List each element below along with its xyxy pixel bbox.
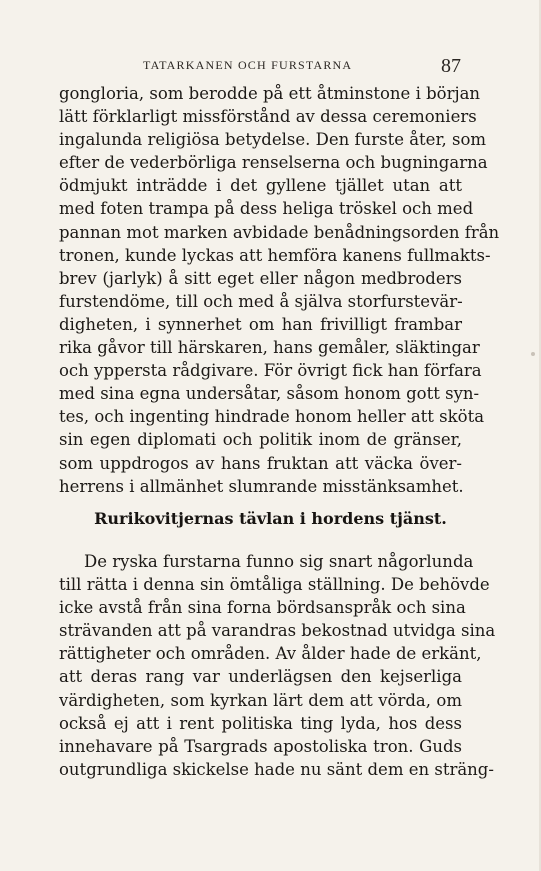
text-line: sin egen diplomati och politik inom de gränser, [59, 430, 462, 450]
text-line: rika gåvor till härskaren, hans gemåler, släktingar [59, 338, 480, 358]
text-line: outgrundliga skickelse hade nu sänt dem en sträng- [59, 759, 494, 779]
text-line: till rätta i denna sin ömtåliga ställning. De behövde [59, 575, 490, 595]
text-line: efter de vederbörliga renselserna och bugningarna [59, 153, 488, 173]
text-line: ingalunda religiösa betydelse. Den furste åter, som [59, 130, 487, 150]
text-line: brev (jarlyk) å sitt eget eller någon medbroders [59, 268, 462, 288]
text-line: innehavare på Tsargrads apostoliska tron. Guds [59, 736, 462, 756]
text-line: ödmjukt inträdde i det gyllene tjället utan att [59, 176, 462, 196]
page-header [0, 55, 541, 82]
text-line: som uppdrogos av hans fruktan att väcka över- [59, 453, 462, 473]
text-line: lätt förklarligt missförstånd av dessa ceremoniers [59, 107, 477, 127]
text-line: värdigheten, som kyrkan lärt dem att vörda, om [59, 690, 462, 710]
text-line: och yppersta rådgivare. För övrigt fick han förfara [59, 361, 482, 381]
text-line: De ryska furstarna funno sig snart någorlunda [84, 552, 474, 571]
text-line: furstendöme, till och med å själva storfurstevär- [59, 291, 463, 311]
text-line: rättigheter och områden. Av ålder hade de erkänt, [59, 644, 482, 664]
text-line: digheten, i synnerhet om han frivilligt frambar [59, 314, 462, 334]
margin-mark [531, 352, 535, 356]
text-line: också ej att i rent politiska ting lyda, hos dess [59, 713, 462, 733]
text-line: icke avstå från sina forna bördsanspråk och sina [59, 598, 466, 618]
section-heading: Rurikovitjernas tävlan i hordens tjänst. [94, 509, 447, 528]
text-line: att deras rang var underlägsen den kejserliga [59, 667, 462, 687]
text-line: med sina egna undersåtar, såsom honom gott syn- [59, 384, 480, 404]
text-line: med foten trampa på dess heliga tröskel och med [59, 199, 474, 219]
running-head: TATARKANEN OCH FURSTARNA [143, 58, 353, 72]
text-line: gongloria, som berodde på ett åtminstone i början [59, 84, 481, 103]
text-line: pannan mot marken avbidade benådningsorden från [59, 222, 500, 242]
paragraph-1 [59, 82, 500, 498]
text-line: tronen, kunde lyckas att hemföra kanens fullmakts- [59, 245, 491, 265]
page-number: 87 [441, 55, 461, 77]
text-line: strävanden att på varandras bekostnad utvidga sina [59, 621, 496, 641]
paragraph-2 [59, 550, 496, 781]
text-line: tes, och ingenting hindrade honom heller att sköta [59, 407, 485, 427]
text-line: herrens i allmänhet slumrande misstänksamhet. [59, 476, 464, 496]
